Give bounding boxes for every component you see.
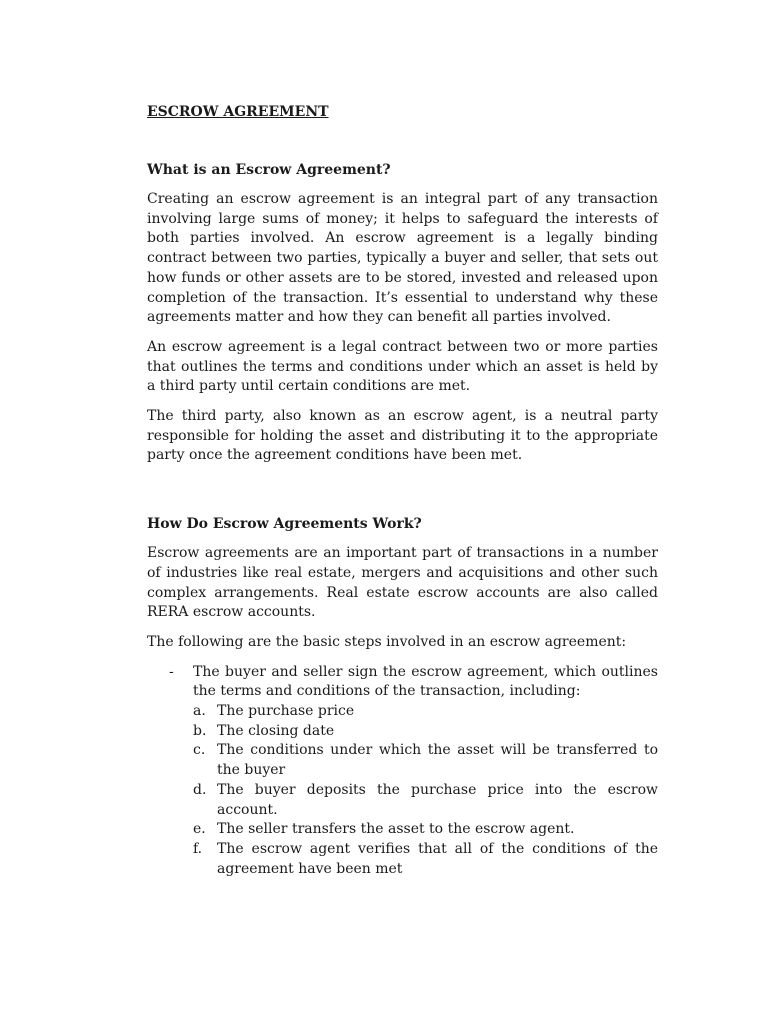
list-item [193,702,658,722]
list-marker: a. [193,703,206,720]
list-item [193,840,658,879]
paragraph: An escrow agreement is a legal contract between two or more parties that outlines the terms and conditions under which an asset is held by a third party until certain conditions are met. [147,338,658,395]
bullet-body [193,663,658,880]
sub-list [193,702,658,879]
list-marker: d. [193,781,207,798]
list-item-text: The conditions under which the asset will be transferred to the buyer [217,742,658,779]
list-item [193,722,658,742]
list-item [193,820,658,840]
list-item-text: The purchase price [217,703,355,720]
document-body [147,102,658,879]
list-marker: e. [193,821,206,838]
paragraph: Creating an escrow agreement is an integral part of any transaction involving large sums of money; it helps to safeguard the interests of both parties involved. An escrow agreement is a legally binding contract between two parties, typically a buyer and seller, that sets out how funds or other assets are to be stored, invested and released upon completion of the transaction. It’s essential to understand why these agreements matter and how they can benefit all parties involved. [147,191,658,326]
list-marker: b. [193,722,207,739]
list-marker: f. [193,840,203,857]
list-item-text: The closing date [217,722,335,739]
paragraph: Escrow agreements are an important part of transactions in a number of industries like real estate, mergers and acquisitions and other such complex arrangements. Real estate escrow accounts are also called RERA escrow accounts. [147,545,658,621]
list-item [193,781,658,820]
section-heading-what-is: What is an Escrow Agreement? [147,162,391,178]
section-spacer [147,476,658,514]
bullet-item [147,663,658,880]
list-item-text: The buyer deposits the purchase price into the escrow account. [217,781,658,818]
list-item [193,741,658,780]
paragraph: The third party, also known as an escrow agent, is a neutral party responsible for holding the asset and distributing it to the appropriate party once the agreement conditions have been met. [147,408,658,464]
bullet-dash: - [169,663,174,680]
list-item-text: The seller transfers the asset to the escrow agent. [217,821,575,838]
list-item-text: The escrow agent verifies that all of the conditions of the agreement have been met [217,840,658,877]
paragraph: The following are the basic steps involved in an escrow agreement: [147,633,627,650]
section-heading-how-work: How Do Escrow Agreements Work? [147,516,422,533]
bullet-text: The buyer and seller sign the escrow agreement, which outlines the terms and conditions of the transaction, including: [193,663,658,700]
document-title: ESCROW AGREEMENT [147,104,329,120]
list-marker: c. [193,742,206,759]
